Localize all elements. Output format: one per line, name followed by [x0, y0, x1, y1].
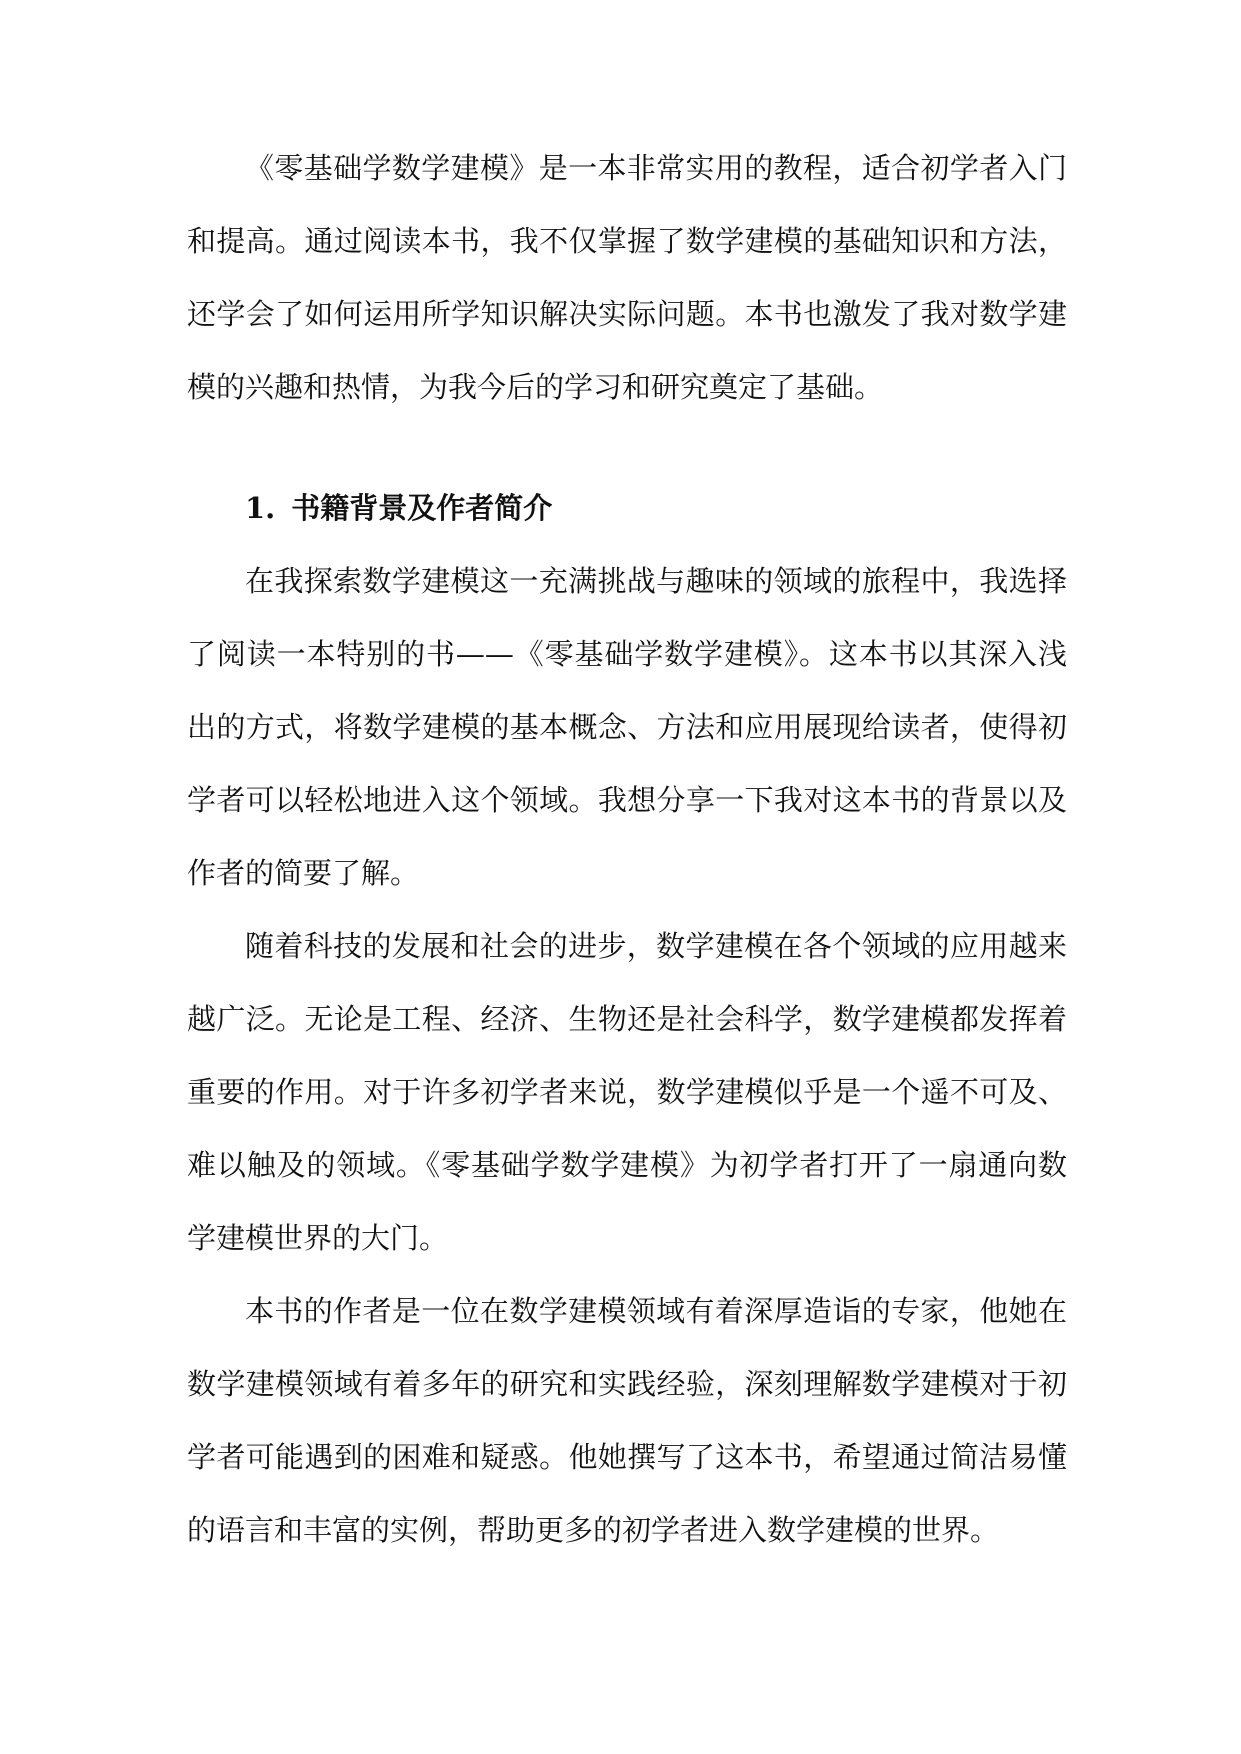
- section-number: 1.: [245, 491, 276, 525]
- section-title: 书籍背景及作者简介: [291, 491, 553, 525]
- body-paragraph: 在我探索数学建模这一充满挑战与趣味的领域的旅程中，我选择了阅读一本特别的书——《零基础学数学建模》。这本书以其深入浅出的方式，将数学建模的基本概念、方法和应用展现给读者，使得初学者可以轻松地进入这个领域。我想分享一下我对这本书的背景以及作者的简要了解。: [187, 564, 1067, 890]
- body-paragraph: 随着科技的发展和社会的进步，数学建模在各个领域的应用越来越广泛。无论是工程、经济、生物还是社会科学，数学建模都发挥着重要的作用。对于许多初学者来说，数学建模似乎是一个遥不可及、难以触及的领域。《零基础学数学建模》为初学者打开了一扇通向数学建模世界的大门。: [187, 929, 1067, 1255]
- intro-paragraph: 《零基础学数学建模》是一本非常实用的教程，适合初学者入门和提高。通过阅读本书，我不仅掌握了数学建模的基础知识和方法，还学会了如何运用所学知识解决实际问题。本书也激发了我对数学建模的兴趣和热情，为我今后的学习和研究奠定了基础。: [187, 151, 1067, 404]
- body-paragraph: 本书的作者是一位在数学建模领域有着深厚造诣的专家，他她在数学建模领域有着多年的研究和实践经验，深刻理解数学建模对于初学者可能遇到的困难和疑惑。他她撰写了这本书，希望通过简洁易懂的语言和丰富的实例，帮助更多的初学者进入数学建模的世界。: [187, 1294, 1067, 1547]
- section-heading: [245, 478, 552, 538]
